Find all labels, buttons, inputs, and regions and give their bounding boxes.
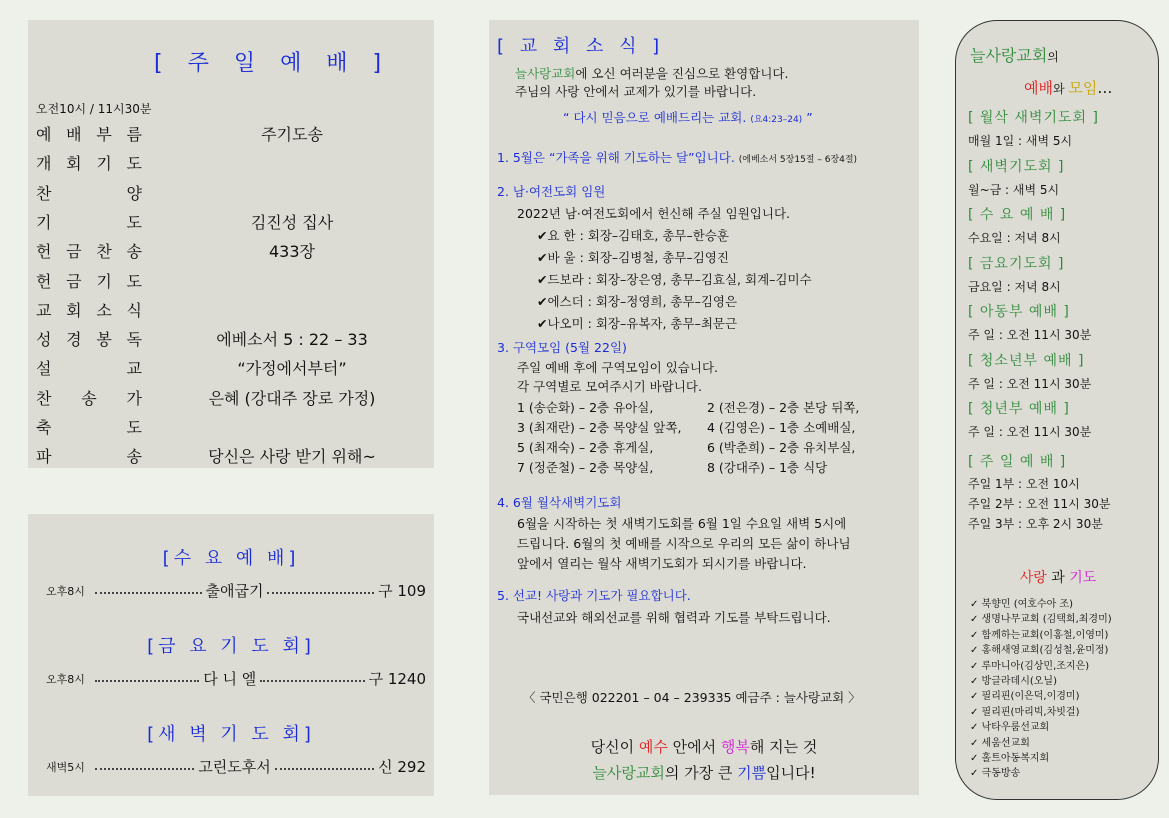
closing-text: 안에서 bbox=[667, 738, 721, 756]
closing-happiness: 행복 bbox=[720, 738, 750, 756]
sidebar-section-value: 주 일 : 오전 11시 30분 bbox=[968, 376, 1092, 391]
dot-leader bbox=[275, 768, 374, 770]
news-item-4-line: 6월을 시작하는 첫 새벽기도회를 6월 1일 수요일 새벽 5시에 bbox=[517, 516, 847, 531]
worship-order-label-char: 설 bbox=[36, 359, 52, 379]
worship-order-label bbox=[36, 415, 142, 438]
news-item-1 bbox=[497, 148, 857, 166]
worship-order-label-char: 헌 bbox=[36, 271, 52, 291]
news-item-4-line: 앞에서 열리는 월삭 새벽기도회가 되시기를 바랍니다. bbox=[517, 556, 807, 571]
worship-order-label-char: 회 bbox=[66, 300, 82, 320]
worship-order-value: 김진성 집사 bbox=[250, 212, 334, 232]
worship-order-row bbox=[36, 415, 428, 445]
worship-order-label-char: 성 bbox=[36, 330, 52, 350]
prayer-list-item: ✓ 필리핀(이은덕,이경미) bbox=[970, 691, 1080, 703]
worship-order-label-char: 교 bbox=[126, 359, 142, 379]
worship-order-label bbox=[36, 151, 142, 174]
news-item-4-title: 4. 6월 월삭새벽기도회 bbox=[497, 495, 622, 510]
dawn-service-title: [새 벽 기 도 회] bbox=[147, 724, 315, 745]
prayer-list-item: ✓ 북향민 (여호수아 조) bbox=[970, 599, 1073, 610]
worship-order-row bbox=[36, 327, 428, 357]
worship-order-label-char: 도 bbox=[126, 271, 142, 291]
worship-order-label-char: 경 bbox=[66, 330, 82, 350]
worship-order-label-char: 부 bbox=[96, 125, 112, 144]
service-time: 오후8시 bbox=[46, 672, 85, 686]
worship-order-row bbox=[36, 210, 428, 240]
news-item-2-desc: 2022년 남·여전도회에서 헌신해 주실 임원입니다. bbox=[517, 206, 791, 221]
worship-order-label-char: 찬 bbox=[36, 388, 52, 408]
prayer-list-item: ✓ 생명나무교회 (김택희,최경미) bbox=[970, 614, 1112, 626]
worship-order-label-char: 배 bbox=[66, 125, 82, 144]
worship-order-label bbox=[36, 210, 142, 233]
prayer-list-item: ✓ 낙타우룸선교회 bbox=[970, 722, 1050, 734]
service-hymn: 구 1240 bbox=[368, 670, 426, 688]
sidebar-section-title: [ 청소년부 예배 ] bbox=[968, 352, 1085, 369]
worship-order-label-char: 기 bbox=[96, 271, 112, 291]
sidebar-church-name: 늘사랑교회 bbox=[970, 46, 1048, 65]
officer-list-item: ✔나오미 : 회장–유복자, 총무–최문근 bbox=[537, 316, 738, 331]
dot-leader bbox=[267, 592, 374, 594]
prayer-list-item: ✓ 함께하는교회(이홍철,이영미) bbox=[970, 629, 1109, 641]
sidebar-section-value: 월~금 : 새벽 5시 bbox=[968, 182, 1060, 197]
worship-order-label-char: 기 bbox=[96, 154, 112, 174]
closing-jesus: 예수 bbox=[638, 738, 668, 756]
service-hymn: 구 109 bbox=[378, 582, 426, 600]
worship-order-label-char: 소 bbox=[96, 300, 112, 320]
worship-order-label-char: 가 bbox=[126, 388, 142, 408]
sidebar-ellipsis: … bbox=[1097, 79, 1113, 97]
sunday-worship-panel bbox=[28, 20, 434, 468]
prayer-heading bbox=[956, 567, 1160, 587]
closing-text: 해 지는 것 bbox=[749, 738, 818, 756]
welcome-line-2: 주님의 사랑 안에서 교제가 있기를 바랍니다. bbox=[515, 84, 757, 99]
sidebar-meeting-word: 모임 bbox=[1068, 79, 1098, 97]
sidebar-section-title: [ 월삭 새벽기도회 ] bbox=[968, 110, 1099, 126]
sidebar-section-value: 매월 1일 : 새벽 5시 bbox=[968, 134, 1073, 148]
worship-order-label bbox=[36, 298, 142, 321]
worship-order-label-char: 도 bbox=[126, 212, 142, 232]
sidebar-section-title: [ 금요기도회 ] bbox=[968, 255, 1065, 272]
donation-account: 〈 국민은행 022201 – 04 – 239335 예금주 : 늘사랑교회 〉 bbox=[523, 690, 861, 705]
worship-order-row bbox=[36, 269, 428, 299]
closing-line-1 bbox=[489, 736, 919, 757]
worship-order-label-char: 식 bbox=[126, 300, 142, 320]
district-list-item: 2 (전은경) – 2층 본당 뒤쪽, bbox=[707, 400, 860, 415]
worship-order-label-char: 헌 bbox=[36, 242, 52, 262]
prayer-heading-love: 사랑 bbox=[1019, 570, 1047, 586]
worship-order-value: 에베소서 5 : 22 – 33 bbox=[216, 330, 368, 350]
sidebar-subheading bbox=[1024, 77, 1112, 98]
worship-title: [ 주 일 예 배 ] bbox=[154, 51, 391, 76]
news-title: [ 교 회 소 식 ] bbox=[497, 36, 665, 57]
worship-order-label bbox=[36, 327, 142, 350]
district-list-item: 5 (최재숙) – 2층 휴게실, bbox=[517, 440, 654, 455]
item1-text: 1. 5월은 “가족을 위해 기도하는 달”입니다. bbox=[497, 150, 735, 165]
worship-order-value: 은혜 (강대주 장로 가정) bbox=[208, 388, 376, 408]
worship-order-label bbox=[36, 444, 142, 467]
sidebar-section-title: [ 수 요 예 배 ] bbox=[968, 207, 1067, 223]
news-item-3-desc-1: 주일 예배 후에 구역모임이 있습니다. bbox=[517, 360, 718, 375]
church-name: 늘사랑교회 bbox=[515, 66, 576, 81]
worship-order-label bbox=[36, 386, 142, 409]
worship-order-label-char: 개 bbox=[36, 154, 52, 174]
worship-order-label-char: 금 bbox=[66, 271, 82, 291]
worship-order-label-char: 예 bbox=[36, 125, 52, 144]
sunday-service-time: 주일 3부 : 오후 2시 30분 bbox=[968, 517, 1103, 531]
service-scripture: 다 니 엘 bbox=[203, 670, 257, 688]
dot-leader bbox=[260, 680, 364, 682]
district-list-item: 3 (최재란) – 2층 목양실 앞쪽, bbox=[517, 420, 682, 435]
dot-leader bbox=[95, 680, 199, 682]
sidebar-section-value: 주 일 : 오전 11시 30분 bbox=[968, 328, 1092, 342]
district-list-item: 7 (정준철) – 2층 목양실, bbox=[517, 460, 654, 475]
worship-order-value: 당신은 사랑 받기 위해~ bbox=[208, 447, 376, 467]
service-time: 오후8시 bbox=[46, 584, 85, 598]
prayer-list-item: ✓ 방글라데시(오닐) bbox=[970, 676, 1057, 687]
sidebar-church-heading bbox=[970, 43, 1059, 66]
dot-leader bbox=[95, 768, 194, 770]
worship-order-label bbox=[36, 122, 142, 145]
wednesday-service-row bbox=[46, 580, 426, 601]
officer-list-item: ✔에스더 : 회장–정영희, 총무–김영은 bbox=[537, 294, 738, 309]
news-item-2-title: 2. 남·여전도회 임원 bbox=[497, 184, 606, 199]
friday-service-title: [금 요 기 도 회] bbox=[147, 636, 315, 657]
weekly-services-panel bbox=[28, 514, 434, 796]
sidebar-section-title: [ 아동부 예배 ] bbox=[968, 304, 1070, 320]
worship-order-label bbox=[36, 181, 142, 204]
prayer-list-item: ✓ 필리핀(마리빅,차빗걸) bbox=[970, 706, 1080, 718]
dawn-service-row bbox=[46, 756, 426, 777]
sidebar-section-value: 주 일 : 오전 11시 30분 bbox=[968, 425, 1092, 439]
worship-order-label bbox=[36, 269, 142, 292]
motto-close-quote: ” bbox=[806, 110, 813, 125]
worship-order-row bbox=[36, 386, 428, 416]
worship-order-label-char: 기 bbox=[36, 212, 52, 232]
news-item-4-line: 드립니다. 6월의 첫 예배를 시작으로 우리의 모든 삶이 하나님 bbox=[517, 536, 851, 551]
item1-reference: (에베소서 5장15절 – 6장4절) bbox=[738, 155, 858, 165]
worship-order-value: 433장 bbox=[269, 242, 315, 262]
worship-order-label-char: 봉 bbox=[96, 330, 112, 350]
worship-time: 오전10시 / 11시30분 bbox=[36, 102, 152, 116]
sidebar-church-suffix: 의 bbox=[1047, 50, 1059, 64]
worship-order-value: “가정에서부터” bbox=[237, 359, 347, 379]
worship-order-row bbox=[36, 122, 428, 152]
dot-leader bbox=[95, 592, 202, 594]
worship-order-row bbox=[36, 444, 428, 474]
news-item-5-title: 5. 선교! 사랑과 기도가 필요합니다. bbox=[497, 588, 691, 603]
worship-order-row bbox=[36, 181, 428, 211]
worship-order-label-char: 회 bbox=[66, 154, 82, 174]
sidebar-section-value: 수요일 : 저녁 8시 bbox=[968, 231, 1061, 245]
prayer-list-item: ✓ 루마니아(김상민,조지은) bbox=[970, 660, 1090, 672]
sunday-service-time: 주일 1부 : 오전 10시 bbox=[968, 477, 1080, 491]
sunday-service-heading: [ 주 일 예 배 ] bbox=[968, 454, 1067, 470]
prayer-heading-prayer: 기도 bbox=[1069, 570, 1097, 586]
worship-order-label-char: 찬 bbox=[36, 183, 52, 203]
service-hymn: 신 292 bbox=[378, 758, 427, 776]
motto-text: “ 다시 믿음으로 예배드리는 교회. bbox=[563, 110, 747, 125]
sunday-service-time: 주일 2부 : 오전 11시 30분 bbox=[968, 497, 1111, 511]
worship-order-label-char: 송 bbox=[126, 242, 142, 262]
worship-order-label-char: 도 bbox=[126, 418, 142, 437]
sidebar-worship-word: 예배 bbox=[1024, 79, 1053, 97]
news-item-3-desc-2: 각 구역별로 모여주시기 바랍니다. bbox=[517, 379, 702, 394]
sidebar-and-word: 와 bbox=[1052, 82, 1069, 96]
worship-order-label-char: 교 bbox=[36, 300, 52, 320]
worship-order-label-char: 금 bbox=[66, 242, 82, 262]
closing-line-2 bbox=[489, 762, 919, 783]
news-item-3-title: 3. 구역모임 (5월 22일) bbox=[497, 340, 627, 355]
worship-order-row bbox=[36, 151, 428, 181]
worship-order-label-char: 독 bbox=[126, 330, 142, 350]
motto-reference: (요4:23–24) bbox=[750, 115, 803, 125]
friday-service-row bbox=[46, 668, 426, 689]
sidebar-section-value: 금요일 : 저녁 8시 bbox=[968, 279, 1061, 294]
worship-order-value: 주기도송 bbox=[261, 125, 323, 144]
closing-text: 당신이 bbox=[590, 738, 639, 756]
worship-order-row bbox=[36, 298, 428, 328]
welcome-line-1 bbox=[515, 64, 788, 82]
prayer-heading-and: 과 bbox=[1046, 570, 1070, 586]
worship-order-label bbox=[36, 239, 142, 262]
officer-list-item: ✔요 한 : 회장–김태호, 총무–한승훈 bbox=[537, 228, 729, 243]
prayer-list-item: ✓ 홀트아동복지회 bbox=[970, 753, 1050, 764]
church-motto bbox=[563, 108, 813, 126]
district-list-item: 1 (송순화) – 2층 유아실, bbox=[517, 400, 654, 415]
district-list-item: 4 (김영은) – 1층 소예배실, bbox=[707, 420, 856, 435]
schedule-sidebar bbox=[955, 20, 1159, 800]
worship-order-label bbox=[36, 356, 142, 379]
district-list-item: 6 (박춘희) – 2층 유치부실, bbox=[707, 440, 856, 455]
sidebar-section-title: [ 새벽기도회 ] bbox=[968, 158, 1065, 175]
worship-order-label-char: 송 bbox=[81, 388, 97, 408]
worship-order-label-char: 름 bbox=[126, 125, 142, 144]
worship-order-label-char: 양 bbox=[126, 183, 142, 203]
prayer-list-item: ✓ 극동방송 bbox=[970, 768, 1021, 780]
worship-order-label-char: 송 bbox=[126, 447, 142, 467]
closing-text: 입니다! bbox=[766, 764, 816, 782]
welcome-text: 에 오신 여러분을 진심으로 환영합니다. bbox=[575, 66, 789, 81]
news-item-5-desc: 국내선교와 해외선교를 위해 협력과 기도를 부탁드립니다. bbox=[517, 610, 831, 625]
closing-text: 의 가장 큰 bbox=[664, 764, 738, 782]
worship-order-row bbox=[36, 239, 428, 269]
service-time: 새벽5시 bbox=[46, 760, 85, 774]
worship-order-label-char: 파 bbox=[36, 447, 52, 467]
worship-order-label-char: 찬 bbox=[96, 242, 112, 262]
worship-order-label-char: 축 bbox=[36, 418, 52, 437]
sidebar-section-title: [ 청년부 예배 ] bbox=[968, 401, 1070, 417]
church-news-panel bbox=[489, 20, 919, 795]
prayer-list-item: ✓ 홍해새영교회(김성철,윤미정) bbox=[970, 645, 1109, 657]
worship-order-row bbox=[36, 356, 428, 386]
closing-church: 늘사랑교회 bbox=[592, 764, 665, 782]
wednesday-service-title: [수 요 예 배] bbox=[162, 548, 300, 569]
officer-list-item: ✔드보라 : 회장–장은영, 총무–김효실, 회계–김미수 bbox=[537, 272, 812, 287]
prayer-list-item: ✓ 세움선교회 bbox=[970, 737, 1030, 749]
service-scripture: 고린도후서 bbox=[198, 758, 271, 776]
officer-list-item: ✔바 울 : 회장–김병철, 총무–김영진 bbox=[537, 250, 729, 265]
service-scripture: 출애굽기 bbox=[205, 582, 264, 600]
district-list-item: 8 (강대주) – 1층 식당 bbox=[707, 460, 828, 475]
worship-order-label-char: 도 bbox=[126, 154, 142, 174]
closing-joy: 기쁨 bbox=[737, 764, 767, 782]
